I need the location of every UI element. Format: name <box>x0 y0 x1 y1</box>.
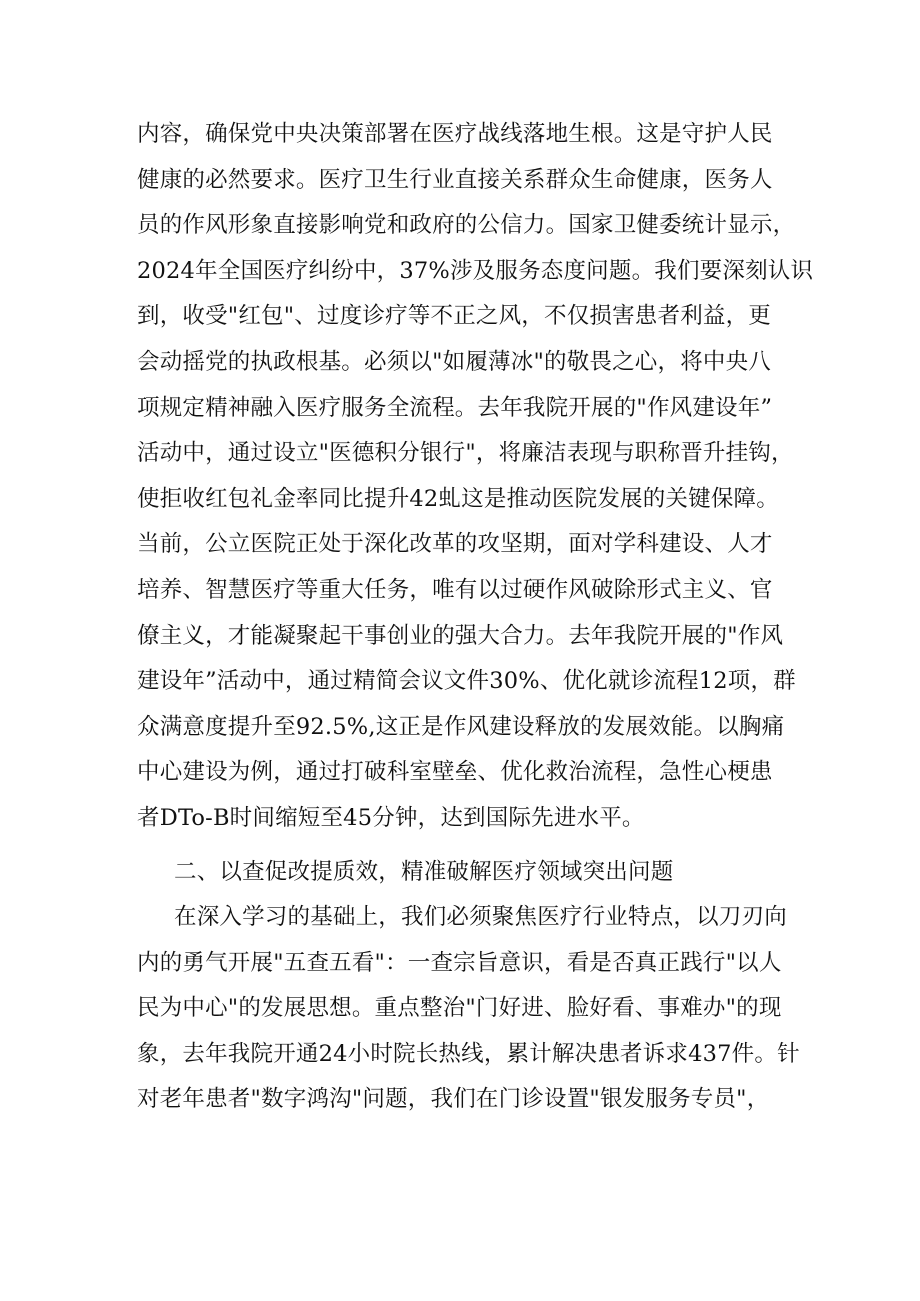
paragraph-line: 对老年患者"数字鸿沟"问题，我们在门诊设置"银发服务专员"， <box>137 1086 770 1113</box>
paragraph-line: 健康的必然要求。医疗卫生行业直接关系群众生命健康，医务人 <box>137 166 773 193</box>
paragraph-line: 2024年全国医疗纠纷中，37%涉及服务态度问题。我们要深刻认识 <box>137 257 814 284</box>
paragraph-line: 员的作风形象直接影响党和政府的公信力。国家卫健委统计显示， <box>137 212 796 239</box>
paragraph-line: 建设年”活动中，通过精简会议文件30%、优化就诊流程12项，群 <box>137 668 796 695</box>
paragraph-line: 内的勇气开展"五查五看"：一查宗旨意识，看是否真正践行"以人 <box>137 949 782 976</box>
paragraph-line: 象，去年我院开通24小时院长热线，累计解决患者诉求437件。针 <box>137 1040 800 1067</box>
paragraph-line: 培养、智慧医疗等重大任务，唯有以过硬作风破除形式主义、官 <box>137 576 773 603</box>
paragraph-line: 僚主义，才能凝聚起干事创业的强大合力。去年我院开展的"作风 <box>137 622 784 649</box>
paragraph-line: 项规定精神融入医疗服务全流程。去年我院开展的"作风建设年” <box>137 394 773 421</box>
document-body <box>137 112 814 1123</box>
section-heading: 二、以查促改提质效，精准破解医疗领域突出问题 <box>174 858 674 885</box>
paragraph-line: 内容，确保党中央决策部署在医疗战线落地生根。这是守护人民 <box>137 121 773 147</box>
paragraph-line: 众满意度提升至92.5%,这正是作风建设释放的发展效能。以胸痛 <box>137 713 785 740</box>
paragraph-line: 中心建设为例，通过打破科室壁垒、优化救治流程，急性心梗患 <box>137 759 773 786</box>
paragraph-line: 活动中，通过设立"医德积分银行"，将廉洁表现与职称晋升挂钩， <box>137 440 794 467</box>
paragraph-line: 到，收受"红包"、过度诊疗等不正之风，不仅损害患者利益，更 <box>137 303 771 330</box>
paragraph-line: 当前，公立医院正处于深化改革的攻坚期，面对学科建设、人才 <box>137 531 773 558</box>
paragraph-line: 会动摇党的执政根基。必须以"如履薄冰"的敬畏之心，将中央八 <box>137 348 771 375</box>
paragraph-line: 使拒收红包礼金率同比提升42虬这是推动医院发展的关键保障。 <box>137 485 779 512</box>
paragraph-line: 在深入学习的基础上，我们必须聚焦医疗行业特点，以刀刃向 <box>174 904 787 931</box>
paragraph-line: 者DTo-B时间缩短至45分钟，达到国际先进水平。 <box>137 804 645 831</box>
paragraph-line: 民为中心"的发展思想。重点整治"门好进、脸好看、事难办"的现 <box>137 995 782 1022</box>
